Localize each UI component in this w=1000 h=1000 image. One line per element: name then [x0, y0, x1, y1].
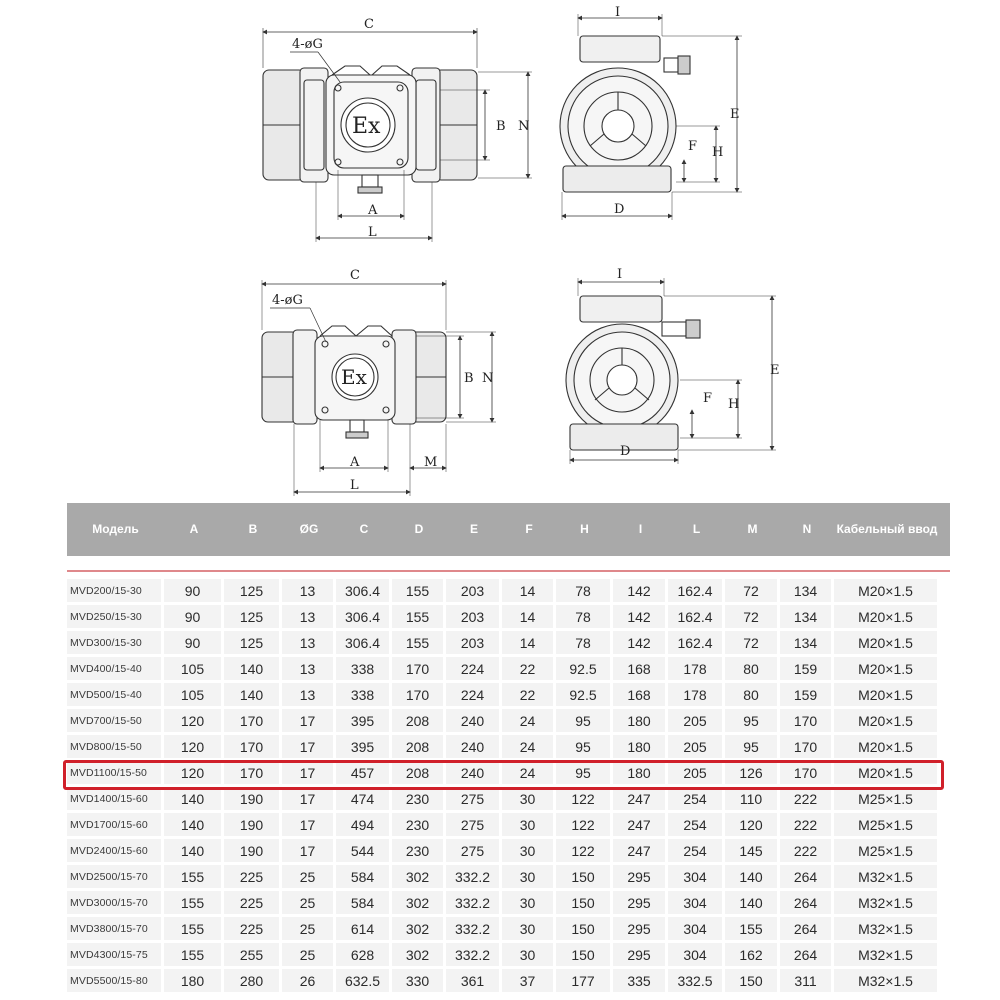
value-cell: 13	[282, 683, 333, 706]
value-cell: 155	[392, 579, 443, 602]
value-cell: 302	[392, 943, 443, 966]
dim-label-i: I	[615, 5, 621, 20]
value-cell: M32×1.5	[834, 943, 937, 966]
value-cell: 30	[502, 839, 553, 862]
table-row	[67, 682, 940, 708]
value-cell: M20×1.5	[834, 761, 937, 784]
value-cell: 177	[556, 969, 610, 992]
top-front-view	[263, 28, 532, 242]
value-cell: 24	[502, 735, 553, 758]
value-cell: 614	[336, 917, 389, 940]
dim-label-b-2: B	[464, 371, 474, 386]
column-header: Модель	[92, 522, 139, 536]
value-cell: 14	[502, 631, 553, 654]
value-cell: 395	[336, 709, 389, 732]
value-cell: M25×1.5	[834, 787, 937, 810]
value-cell: 474	[336, 787, 389, 810]
dim-label-i-2: I	[617, 267, 623, 282]
value-cell: 95	[556, 709, 610, 732]
value-cell: 225	[224, 865, 279, 888]
dim-label-e: E	[730, 107, 740, 122]
value-cell: 90	[164, 631, 221, 654]
value-cell: 26	[282, 969, 333, 992]
bottom-front-view	[262, 280, 496, 496]
top-side-view	[560, 14, 742, 220]
value-cell: 302	[392, 865, 443, 888]
value-cell: 134	[780, 631, 831, 654]
value-cell: M20×1.5	[834, 631, 937, 654]
value-cell: 13	[282, 579, 333, 602]
value-cell: 264	[780, 891, 831, 914]
value-cell: 150	[556, 943, 610, 966]
value-cell: 190	[224, 839, 279, 862]
value-cell: 170	[224, 761, 279, 784]
table-row	[67, 942, 940, 968]
table-row	[67, 578, 940, 604]
value-cell: 203	[446, 605, 499, 628]
value-cell: 95	[725, 709, 777, 732]
value-cell: 338	[336, 657, 389, 680]
dim-label-g: 4-øG	[292, 37, 323, 52]
value-cell: 155	[164, 865, 221, 888]
value-cell: M20×1.5	[834, 605, 937, 628]
dim-label-l: L	[368, 225, 377, 240]
value-cell: 170	[780, 709, 831, 732]
value-cell: 230	[392, 787, 443, 810]
value-cell: 22	[502, 657, 553, 680]
value-cell: 205	[668, 761, 722, 784]
value-cell: 90	[164, 605, 221, 628]
value-cell: 30	[502, 891, 553, 914]
value-cell: M20×1.5	[834, 579, 937, 602]
value-cell: M20×1.5	[834, 735, 937, 758]
value-cell: 140	[164, 813, 221, 836]
value-cell: 168	[613, 683, 665, 706]
bottom-side-view	[566, 278, 776, 464]
value-cell: 134	[780, 579, 831, 602]
value-cell: 122	[556, 813, 610, 836]
value-cell: 205	[668, 735, 722, 758]
value-cell: M32×1.5	[834, 969, 937, 992]
value-cell: 110	[725, 787, 777, 810]
model-cell: MVD3800/15-70	[67, 917, 161, 940]
value-cell: 25	[282, 943, 333, 966]
value-cell: 332.5	[668, 969, 722, 992]
table-row	[67, 760, 940, 786]
value-cell: 295	[613, 865, 665, 888]
value-cell: 457	[336, 761, 389, 784]
value-cell: 95	[556, 761, 610, 784]
value-cell: 295	[613, 891, 665, 914]
column-header: E	[469, 522, 478, 536]
value-cell: 311	[780, 969, 831, 992]
value-cell: 332.2	[446, 917, 499, 940]
value-cell: 306.4	[336, 631, 389, 654]
value-cell: 140	[164, 839, 221, 862]
value-cell: 584	[336, 865, 389, 888]
value-cell: 159	[780, 683, 831, 706]
value-cell: 240	[446, 761, 499, 784]
table-row	[67, 890, 940, 916]
value-cell: 180	[613, 735, 665, 758]
dim-label-n: N	[518, 119, 530, 134]
value-cell: M32×1.5	[834, 865, 937, 888]
table-header	[67, 503, 940, 556]
value-cell: 338	[336, 683, 389, 706]
table-row	[67, 734, 940, 760]
value-cell: 17	[282, 813, 333, 836]
value-cell: 80	[725, 657, 777, 680]
value-cell: 17	[282, 735, 333, 758]
value-cell: 155	[164, 917, 221, 940]
value-cell: 30	[502, 917, 553, 940]
value-cell: 222	[780, 787, 831, 810]
value-cell: 222	[780, 813, 831, 836]
column-header: L	[692, 522, 701, 536]
value-cell: 30	[502, 813, 553, 836]
column-header: F	[525, 522, 533, 536]
value-cell: 264	[780, 943, 831, 966]
dim-label-h: H	[712, 145, 724, 160]
value-cell: 17	[282, 787, 333, 810]
value-cell: 170	[780, 761, 831, 784]
value-cell: 304	[668, 865, 722, 888]
model-cell: MVD1400/15-60	[67, 787, 161, 810]
value-cell: 72	[725, 579, 777, 602]
value-cell: 30	[502, 787, 553, 810]
value-cell: 142	[613, 605, 665, 628]
value-cell: 13	[282, 657, 333, 680]
value-cell: M25×1.5	[834, 813, 937, 836]
value-cell: 335	[613, 969, 665, 992]
value-cell: 225	[224, 891, 279, 914]
table-row	[67, 812, 940, 838]
value-cell: 72	[725, 631, 777, 654]
value-cell: 162.4	[668, 605, 722, 628]
value-cell: 180	[613, 709, 665, 732]
column-header: M	[747, 522, 758, 536]
table-row	[67, 656, 940, 682]
table-row	[67, 630, 940, 656]
value-cell: 304	[668, 943, 722, 966]
dim-label-c: C	[364, 17, 374, 32]
value-cell: 203	[446, 631, 499, 654]
column-header: D	[414, 522, 424, 536]
value-cell: 13	[282, 605, 333, 628]
value-cell: 225	[224, 917, 279, 940]
table-row	[67, 864, 940, 890]
value-cell: 240	[446, 735, 499, 758]
ex-mark: Ex	[352, 114, 381, 139]
value-cell: 208	[392, 761, 443, 784]
value-cell: 304	[668, 917, 722, 940]
value-cell: 178	[668, 683, 722, 706]
value-cell: 92.5	[556, 683, 610, 706]
value-cell: 125	[224, 579, 279, 602]
value-cell: 330	[392, 969, 443, 992]
value-cell: M20×1.5	[834, 709, 937, 732]
dim-label-e-2: E	[770, 363, 780, 378]
value-cell: M32×1.5	[834, 891, 937, 914]
value-cell: 180	[613, 761, 665, 784]
value-cell: 150	[556, 891, 610, 914]
value-cell: 180	[164, 969, 221, 992]
dim-label-g-2: 4-øG	[272, 293, 303, 308]
value-cell: 159	[780, 657, 831, 680]
value-cell: 224	[446, 657, 499, 680]
ex-mark-2: Ex	[341, 365, 367, 389]
value-cell: 295	[613, 943, 665, 966]
value-cell: 230	[392, 813, 443, 836]
column-header: Кабельный ввод	[836, 522, 938, 536]
value-cell: 170	[392, 657, 443, 680]
dim-label-h-2: H	[728, 397, 740, 412]
value-cell: 247	[613, 787, 665, 810]
value-cell: 254	[668, 839, 722, 862]
value-cell: 255	[224, 943, 279, 966]
column-header: N	[802, 522, 812, 536]
value-cell: 170	[780, 735, 831, 758]
value-cell: 254	[668, 813, 722, 836]
value-cell: 134	[780, 605, 831, 628]
value-cell: 205	[668, 709, 722, 732]
model-cell: MVD5500/15-80	[67, 969, 161, 992]
value-cell: 140	[725, 865, 777, 888]
value-cell: M20×1.5	[834, 683, 937, 706]
value-cell: 142	[613, 631, 665, 654]
value-cell: 361	[446, 969, 499, 992]
value-cell: 155	[392, 605, 443, 628]
table-row	[67, 786, 940, 812]
value-cell: 25	[282, 865, 333, 888]
value-cell: 628	[336, 943, 389, 966]
value-cell: M25×1.5	[834, 839, 937, 862]
value-cell: M32×1.5	[834, 917, 937, 940]
value-cell: 24	[502, 709, 553, 732]
value-cell: 126	[725, 761, 777, 784]
value-cell: 632.5	[336, 969, 389, 992]
value-cell: 170	[224, 709, 279, 732]
value-cell: 13	[282, 631, 333, 654]
value-cell: 240	[446, 709, 499, 732]
dim-label-f: F	[688, 139, 698, 154]
value-cell: 25	[282, 917, 333, 940]
value-cell: 120	[725, 813, 777, 836]
value-cell: 304	[668, 891, 722, 914]
model-cell: MVD800/15-50	[67, 735, 161, 758]
value-cell: 17	[282, 839, 333, 862]
value-cell: 95	[556, 735, 610, 758]
table-row	[67, 604, 940, 630]
value-cell: 203	[446, 579, 499, 602]
value-cell: 178	[668, 657, 722, 680]
value-cell: 140	[164, 787, 221, 810]
model-cell: MVD3000/15-70	[67, 891, 161, 914]
value-cell: 145	[725, 839, 777, 862]
column-header: H	[580, 522, 589, 536]
value-cell: M20×1.5	[834, 657, 937, 680]
value-cell: 275	[446, 787, 499, 810]
value-cell: 37	[502, 969, 553, 992]
value-cell: 14	[502, 605, 553, 628]
dim-label-n-2: N	[482, 371, 494, 386]
value-cell: 230	[392, 839, 443, 862]
table-row	[67, 968, 940, 994]
model-cell: MVD300/15-30	[67, 631, 161, 654]
value-cell: 90	[164, 579, 221, 602]
dim-label-m-2: M	[424, 455, 438, 470]
dim-label-d-2: D	[620, 444, 631, 459]
value-cell: 280	[224, 969, 279, 992]
value-cell: 72	[725, 605, 777, 628]
value-cell: 332.2	[446, 865, 499, 888]
dim-label-f-2: F	[703, 391, 713, 406]
value-cell: 120	[164, 735, 221, 758]
value-cell: 208	[392, 735, 443, 758]
value-cell: 122	[556, 787, 610, 810]
value-cell: 140	[725, 891, 777, 914]
column-header: A	[189, 522, 199, 536]
value-cell: 92.5	[556, 657, 610, 680]
model-cell: MVD2400/15-60	[67, 839, 161, 862]
value-cell: 22	[502, 683, 553, 706]
value-cell: 170	[392, 683, 443, 706]
value-cell: 302	[392, 891, 443, 914]
value-cell: 584	[336, 891, 389, 914]
value-cell: 120	[164, 709, 221, 732]
value-cell: 140	[224, 657, 279, 680]
value-cell: 14	[502, 579, 553, 602]
value-cell: 155	[392, 631, 443, 654]
value-cell: 78	[556, 579, 610, 602]
value-cell: 120	[164, 761, 221, 784]
column-header: ØG	[299, 522, 319, 536]
value-cell: 222	[780, 839, 831, 862]
value-cell: 125	[224, 605, 279, 628]
value-cell: 295	[613, 917, 665, 940]
value-cell: 150	[556, 865, 610, 888]
dim-label-b: B	[496, 119, 506, 134]
value-cell: 247	[613, 813, 665, 836]
value-cell: 264	[780, 865, 831, 888]
value-cell: 122	[556, 839, 610, 862]
value-cell: 302	[392, 917, 443, 940]
value-cell: 170	[224, 735, 279, 758]
dim-label-a: A	[368, 203, 378, 218]
value-cell: 247	[613, 839, 665, 862]
dim-label-d: D	[614, 202, 625, 217]
value-cell: 275	[446, 813, 499, 836]
value-cell: 30	[502, 865, 553, 888]
column-header: C	[359, 522, 369, 536]
table-row	[67, 708, 940, 734]
value-cell: 395	[336, 735, 389, 758]
value-cell: 264	[780, 917, 831, 940]
value-cell: 155	[725, 917, 777, 940]
value-cell: 254	[668, 787, 722, 810]
table-row	[67, 916, 940, 942]
dim-label-a-2: A	[350, 455, 360, 470]
value-cell: 30	[502, 943, 553, 966]
value-cell: 80	[725, 683, 777, 706]
model-cell: MVD500/15-40	[67, 683, 161, 706]
value-cell: 224	[446, 683, 499, 706]
spec-table-body	[67, 578, 940, 994]
model-cell: MVD1700/15-60	[67, 813, 161, 836]
value-cell: 140	[224, 683, 279, 706]
value-cell: 275	[446, 839, 499, 862]
value-cell: 190	[224, 787, 279, 810]
value-cell: 95	[725, 735, 777, 758]
column-header: I	[638, 522, 643, 536]
table-row	[67, 838, 940, 864]
model-cell: MVD2500/15-70	[67, 865, 161, 888]
value-cell: 150	[556, 917, 610, 940]
dim-label-l-2: L	[350, 478, 359, 493]
value-cell: 190	[224, 813, 279, 836]
column-header: B	[248, 522, 258, 536]
value-cell: 105	[164, 657, 221, 680]
value-cell: 78	[556, 605, 610, 628]
value-cell: 25	[282, 891, 333, 914]
value-cell: 162	[725, 943, 777, 966]
model-cell: MVD700/15-50	[67, 709, 161, 732]
value-cell: 142	[613, 579, 665, 602]
value-cell: 125	[224, 631, 279, 654]
value-cell: 162.4	[668, 631, 722, 654]
dim-label-c-2: C	[350, 268, 360, 283]
model-cell: MVD4300/15-75	[67, 943, 161, 966]
model-cell: MVD250/15-30	[67, 605, 161, 628]
value-cell: 105	[164, 683, 221, 706]
model-cell: MVD400/15-40	[67, 657, 161, 680]
header-divider	[67, 570, 950, 572]
value-cell: 155	[164, 943, 221, 966]
value-cell: 78	[556, 631, 610, 654]
model-cell: MVD200/15-30	[67, 579, 161, 602]
value-cell: 544	[336, 839, 389, 862]
value-cell: 162.4	[668, 579, 722, 602]
value-cell: 208	[392, 709, 443, 732]
value-cell: 155	[164, 891, 221, 914]
value-cell: 332.2	[446, 891, 499, 914]
model-cell: MVD1100/15-50	[67, 761, 161, 784]
value-cell: 17	[282, 761, 333, 784]
value-cell: 168	[613, 657, 665, 680]
value-cell: 17	[282, 709, 333, 732]
value-cell: 494	[336, 813, 389, 836]
value-cell: 24	[502, 761, 553, 784]
value-cell: 150	[725, 969, 777, 992]
value-cell: 332.2	[446, 943, 499, 966]
value-cell: 306.4	[336, 579, 389, 602]
value-cell: 306.4	[336, 605, 389, 628]
